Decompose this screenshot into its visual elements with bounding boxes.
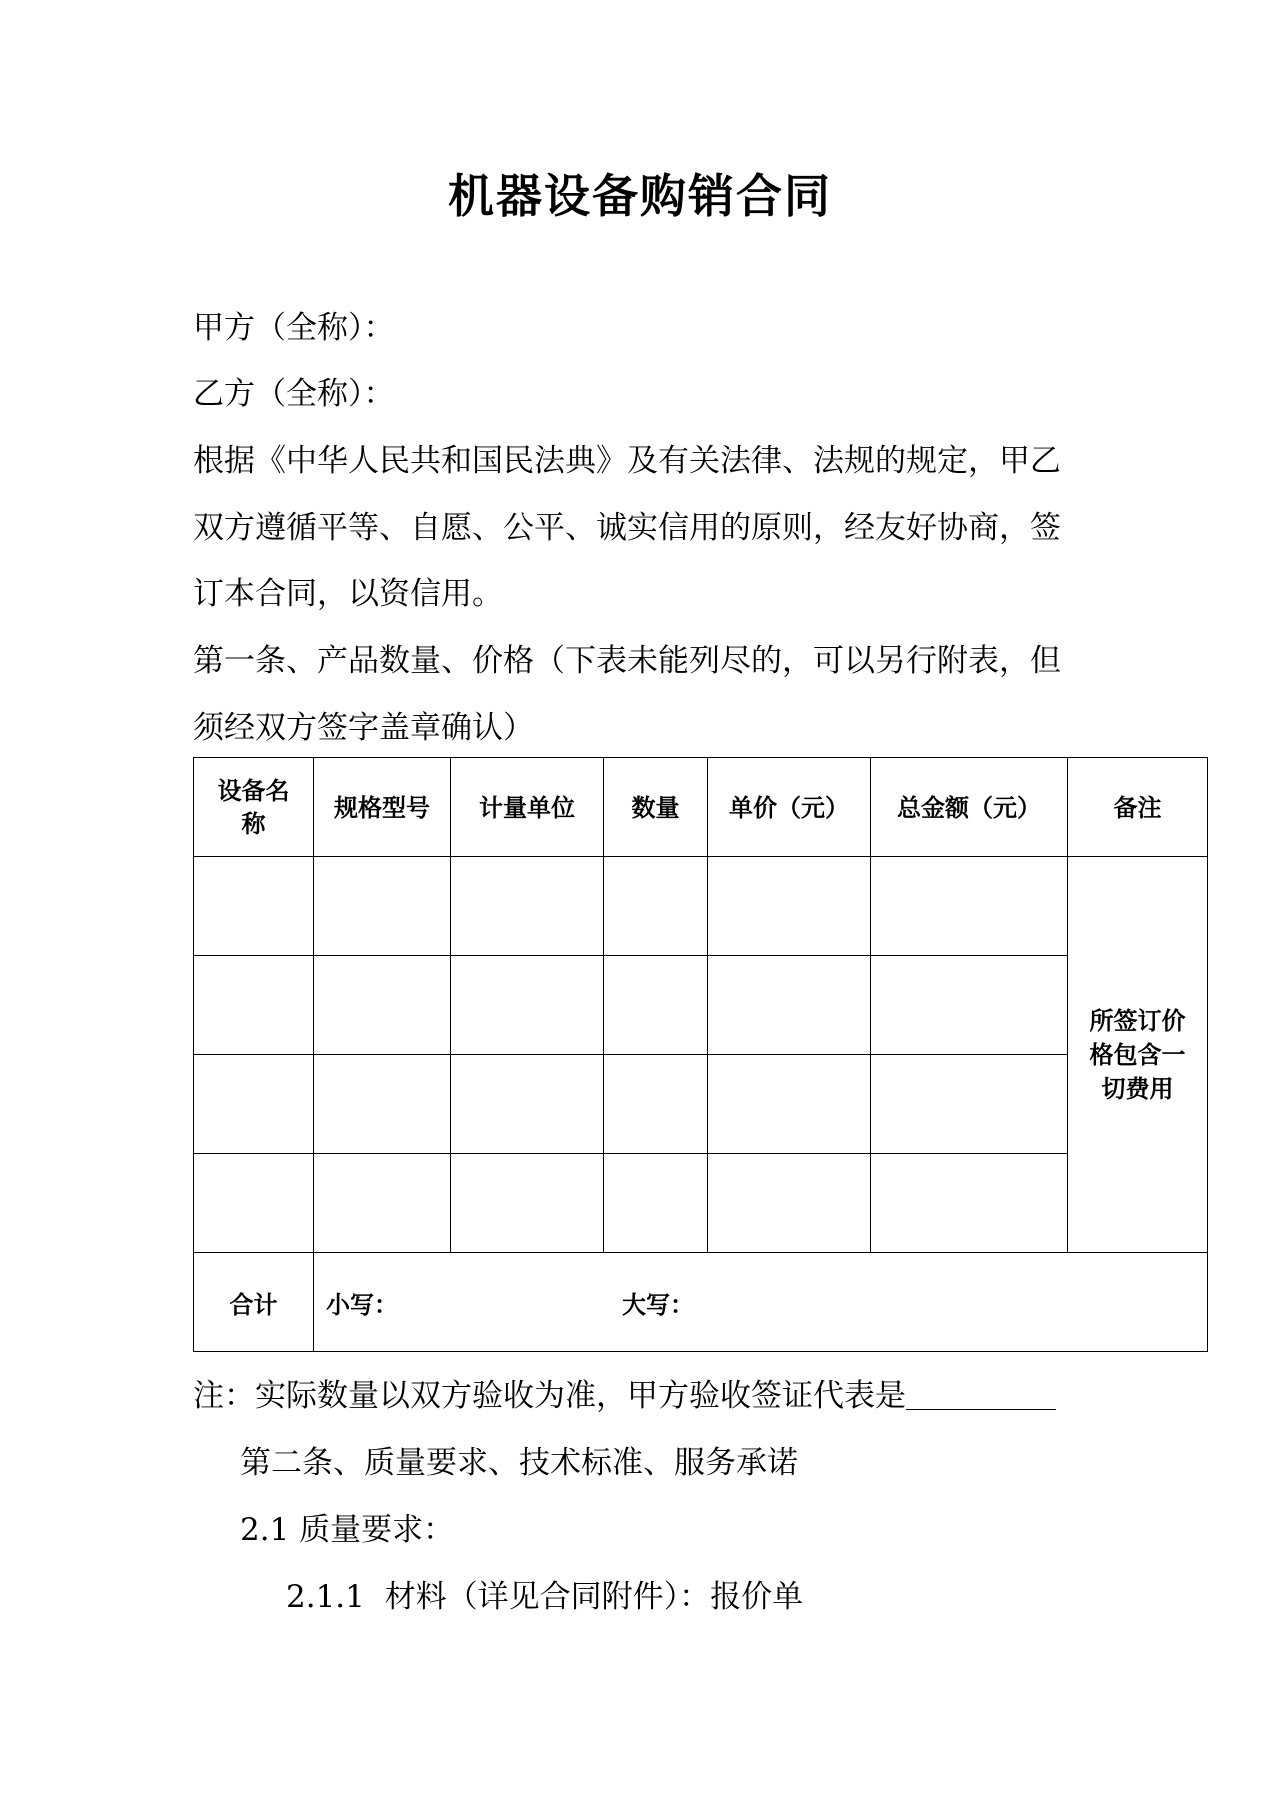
header-unit: 计量单位	[451, 758, 604, 857]
remark-cell: 所签订价格包含一切费用	[1068, 857, 1208, 1253]
table-cell	[451, 1154, 604, 1253]
article1-line-1: 第一条、产品数量、价格（下表未能列尽的，可以另行附表，但	[193, 643, 1061, 679]
upper-case-label: 大写：	[622, 1289, 694, 1319]
table-cell	[314, 1154, 451, 1253]
section-2-1-1: 2.1.1 材料（详见合同附件）：报价单	[286, 1579, 804, 1615]
lower-case-label: 小写：	[326, 1289, 398, 1319]
table-cell	[194, 1055, 314, 1154]
table-cell	[871, 1154, 1068, 1253]
table-cell	[194, 956, 314, 1055]
note-line	[193, 1370, 1056, 1415]
header-equipment-name: 设备名称	[194, 758, 314, 857]
table-cell	[451, 1055, 604, 1154]
header-quantity: 数量	[604, 758, 708, 857]
table-cell	[194, 857, 314, 956]
table-cell	[708, 1154, 871, 1253]
table-cell	[871, 1055, 1068, 1154]
header-remark: 备注	[1068, 758, 1208, 857]
table-cell	[604, 857, 708, 956]
table-cell	[604, 956, 708, 1055]
table-cell	[314, 1055, 451, 1154]
table-cell	[708, 956, 871, 1055]
total-amount-cell	[314, 1253, 1208, 1352]
signature-blank-line	[906, 1381, 1056, 1410]
section-2-1: 2.1 质量要求：	[240, 1512, 455, 1548]
table-row	[194, 857, 1208, 956]
header-spec-model: 规格型号	[314, 758, 451, 857]
preamble-line-3: 订本合同，以资信用。	[193, 576, 503, 612]
header-unit-price: 单价（元）	[708, 758, 871, 857]
header-total-amount: 总金额（元）	[871, 758, 1068, 857]
table-cell	[314, 956, 451, 1055]
table-cell	[314, 857, 451, 956]
product-table	[193, 757, 1208, 1352]
article2-heading: 第二条、质量要求、技术标准、服务承诺	[240, 1445, 798, 1481]
table-cell	[604, 1055, 708, 1154]
note-text: 注：实际数量以双方验收为准，甲方验收签证代表是	[193, 1378, 906, 1414]
total-label: 合计	[194, 1253, 314, 1352]
table-cell	[708, 1055, 871, 1154]
table-cell	[194, 1154, 314, 1253]
table-cell	[451, 956, 604, 1055]
table-total-row	[194, 1253, 1208, 1352]
table-row	[194, 1055, 1208, 1154]
table-header-row	[194, 758, 1208, 857]
article1-line-2: 须经双方签字盖章确认）	[193, 710, 534, 746]
party-b-line: 乙方（全称）：	[193, 376, 395, 412]
table-cell	[451, 857, 604, 956]
table-row	[194, 1154, 1208, 1253]
table-cell	[871, 956, 1068, 1055]
document-title: 机器设备购销合同	[448, 169, 832, 223]
table-cell	[604, 1154, 708, 1253]
table-cell	[871, 857, 1068, 956]
preamble-line-2: 双方遵循平等、自愿、公平、诚实信用的原则，经友好协商，签	[193, 510, 1061, 546]
party-a-line: 甲方（全称）：	[193, 310, 395, 346]
preamble-line-1: 根据《中华人民共和国民法典》及有关法律、法规的规定，甲乙	[193, 443, 1061, 479]
table-cell	[708, 857, 871, 956]
table-row	[194, 956, 1208, 1055]
